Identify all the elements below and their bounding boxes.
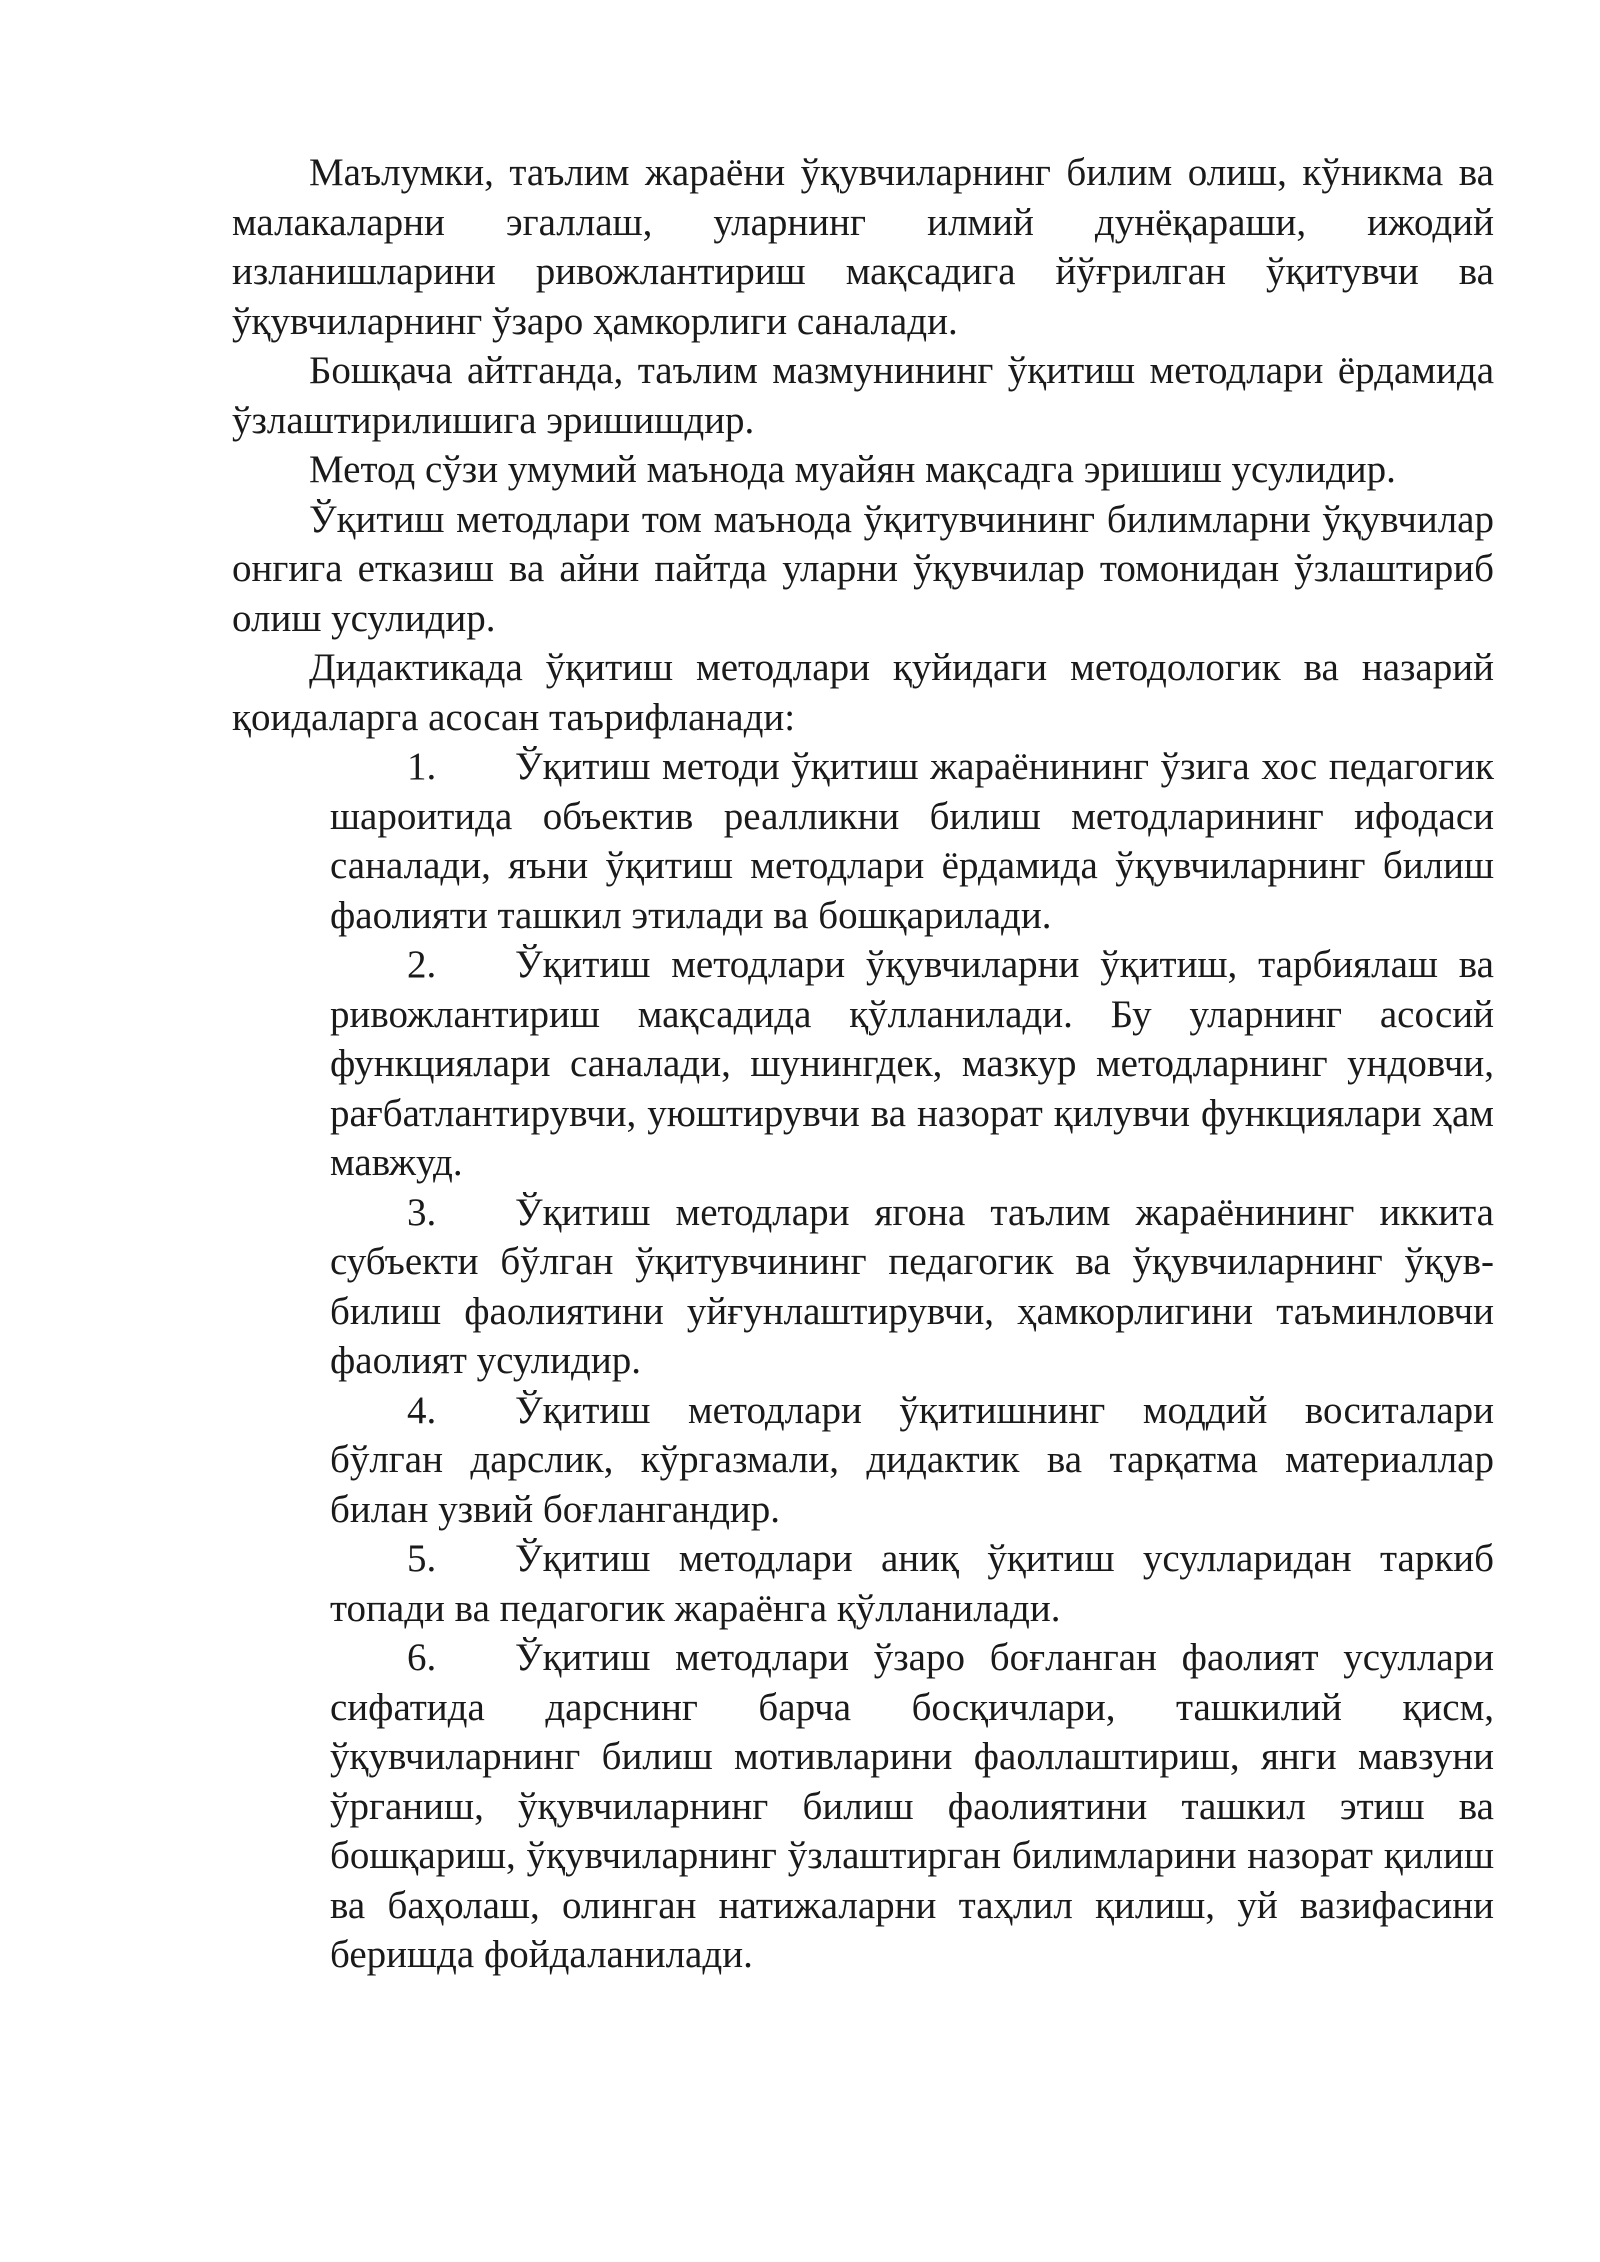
list-item-number: 1. (407, 745, 437, 788)
paragraph: Ўқитиш методлари том маънода ўқитувчининг билимларни ўқувчилар онгига етказиш ва айни пайтда уларни ўқувчилар томонидан ўзлаштириб олиш усулидир. (232, 497, 1494, 640)
document-page (232, 148, 1494, 1980)
list-item-number: 2. (407, 943, 437, 986)
numbered-list (232, 742, 1494, 1980)
list-item-number: 4. (407, 1388, 437, 1432)
paragraph: Метод сўзи умумий маънода муайян мақсадга эришиш усулидир. (309, 448, 1396, 491)
list-item-text: Ўқитиш методлари ўқитишнинг моддий воситалари бўлган дарслик, кўргазмали, дидактик ва тарқатма материаллар билан узвий боғлангандир. (330, 1388, 1494, 1531)
list-item-text: Ўқитиш методи ўқитиш жараёнининг ўзига хос педагогик шароитида объектив реалликни билиш методларининг ифодаси саналади, яъни ўқитиш методлари ёрдамида ўқувчиларнинг билиш фаолияти ташкил этилади ва бошқарилади. (330, 745, 1494, 937)
paragraph: Маълумки, таълим жараёни ўқувчиларнинг билим олиш, кўникма ва малакаларни эгаллаш, уларнинг илмий дунёқараши, ижодий изланишларини ривожлантириш мақсадига йўғрилган ўқитувчи ва ўқувчиларнинг ўзаро ҳамкорлиги саналади. (232, 151, 1494, 343)
list-item-number: 6. (407, 1636, 437, 1679)
list-item-number: 3. (407, 1190, 437, 1234)
list-item (232, 940, 1494, 1188)
list-item-number: 5. (407, 1537, 437, 1580)
list-item-text: Ўқитиш методлари ўзаро боғланган фаолият усуллари сифатида дарснинг барча босқичлари, ташкилий қисм, ўқувчиларнинг билиш мотивларини фаоллаштириш, янги мавзуни ўрганиш, ўқувчиларнинг билиш фаолиятини ташкил этиш ва бошқариш, ўқувчиларнинг ўзлаштирган билимларини назорат қилиш ва баҳолаш, олинган натижаларни таҳлил қилиш, уй вазифасини беришда фойдаланилади. (330, 1636, 1494, 1976)
list-item-text: Ўқитиш методлари ягона таълим жараёнининг иккита субъекти бўлган ўқитувчининг педагогик ва ўқувчиларнинг ўқув-билиш фаолиятини уйғунлаштирувчи, ҳамкорлигини таъминловчи фаолият усулидир. (330, 1190, 1494, 1382)
list-item (232, 1188, 1494, 1386)
list-item-text: Ўқитиш методлари ўқувчиларни ўқитиш, тарбиялаш ва ривожлантириш мақсадида қўлланилади. Бу уларнинг асосий функциялари саналади, шунингдек, мазкур методларнинг ундовчи, рағбатлантирувчи, уюштирувчи ва назорат қилувчи функциялари ҳам мавжуд. (330, 943, 1494, 1184)
list-item (232, 1386, 1494, 1535)
list-item (232, 1633, 1494, 1980)
paragraph: Бошқача айтганда, таълим мазмунининг ўқитиш методлари ёрдамида ўзлаштирилишига эришишдир. (232, 349, 1494, 442)
list-item (232, 742, 1494, 940)
paragraph: Дидактикада ўқитиш методлари қуйидаги методологик ва назарий қоидаларга асосан таърифланади: (232, 646, 1494, 739)
list-item-text: Ўқитиш методлари аниқ ўқитиш усулларидан таркиб топади ва педагогик жараёнга қўлланилади. (330, 1537, 1494, 1630)
list-item (232, 1534, 1494, 1633)
